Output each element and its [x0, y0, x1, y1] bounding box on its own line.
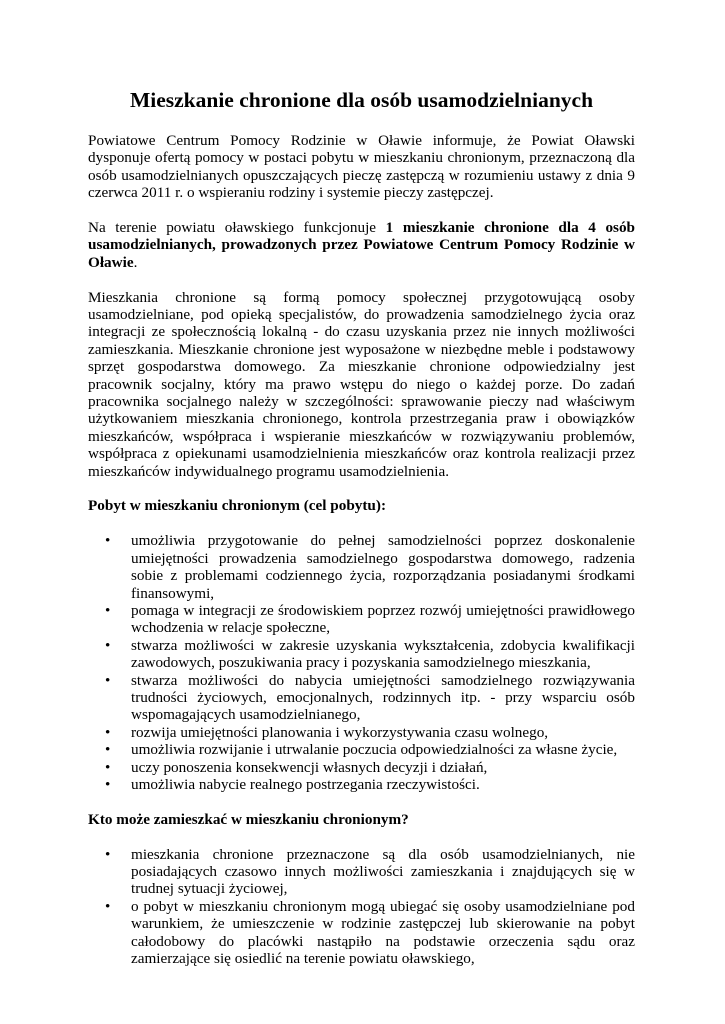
- bullet-icon: •: [105, 532, 111, 550]
- bullet-icon: •: [105, 845, 111, 863]
- bullet-icon: •: [105, 723, 111, 741]
- bullet-icon: •: [105, 775, 111, 793]
- bullet-icon: •: [105, 758, 111, 776]
- bullet-icon: •: [105, 636, 111, 654]
- section-heading-purpose: Pobyt w mieszkaniu chronionym (cel pobytu):: [88, 497, 386, 515]
- list-item: • mieszkania chronione przeznaczone są dla osób usamodzielnianych, nie posiadających czasowo innych możliwości zamieszkania i znajdujących się w trudnej sytuacji życiowej,: [105, 845, 635, 898]
- facility-paragraph: [88, 219, 635, 271]
- list-item: • pomaga w integracji ze środowiskiem poprzez rozwój umiejętności prawidłowego wchodzenia w relacje społeczne,: [105, 601, 635, 637]
- purpose-list: [88, 532, 635, 793]
- list-item: • o pobyt w mieszkaniu chronionym mogą ubiegać się osoby usamodzielniane pod warunkiem, że umieszczenie w rodzinie zastępczej lub skierowanie na pobyt całodobowy do placówki nastąpiło na podstawie orzeczenia sądu oraz zamierzające się osiedlić na terenie powiatu oławskiego,: [105, 897, 635, 967]
- list-item: • stwarza możliwości do nabycia umiejętności samodzielnego rozwiązywania trudności życiowych, emocjonalnych, rodzinnych itp. - przy wsparciu osób wspomagających usamodzielnianego,: [105, 671, 635, 724]
- list-item: • umożliwia przygotowanie do pełnej samodzielności poprzez doskonalenie umiejętności prowadzenia samodzielnego gospodarstwa domowego, radzenia sobie z problemami codziennego życia, rozporządzania posiadanymi środkami finansowymi,: [105, 532, 635, 602]
- intro-paragraph: Powiatowe Centrum Pomocy Rodzinie w Oławie informuje, że Powiat Oławski dysponuje ofertą pomocy w postaci pobytu w mieszkaniu chronionym, przeznaczoną dla osób usamodzielnianych opuszczających pieczę zastępczą w rozumieniu ustawy z dnia 9 czerwca 2011 r. o wspieraniu rodziny i systemie pieczy zastępczej.: [88, 132, 635, 202]
- bullet-icon: •: [105, 671, 111, 689]
- bullet-icon: •: [105, 897, 111, 915]
- list-item: • umożliwia rozwijanie i utrwalanie poczucia odpowiedzialności za własne życie,: [105, 741, 618, 759]
- facility-bold: 1 mieszkanie chronione dla 4 osób usamodzielnianych, prowadzonych przez Powiatowe Centrum Pomocy Rodzinie w Oławie: [88, 219, 635, 271]
- list-item: • stwarza możliwości w zakresie uzyskania wykształcenia, zdobycia kwalifikacji zawodowych, poszukiwania pracy i pozyskania samodzielnego mieszkania,: [105, 636, 635, 672]
- list-item: • rozwija umiejętności planowania i wykorzystywania czasu wolnego,: [105, 723, 549, 741]
- facility-suffix: .: [133, 253, 138, 271]
- list-item: • uczy ponoszenia konsekwencji własnych decyzji i działań,: [105, 758, 488, 776]
- section-heading-eligibility: Kto może zamieszkać w mieszkaniu chronionym?: [88, 810, 409, 828]
- bullet-icon: •: [105, 601, 111, 619]
- bullet-icon: •: [105, 741, 111, 759]
- list-item: • umożliwia nabycie realnego postrzegania rzeczywistości.: [105, 775, 480, 793]
- facility-prefix: Na terenie powiatu oławskiego funkcjonuje: [88, 219, 386, 237]
- eligibility-list: [88, 846, 635, 968]
- document-title: Mieszkanie chronione dla osób usamodzielnianych: [129, 88, 594, 112]
- description-paragraph: Mieszkania chronione są formą pomocy społecznej przygotowującą osoby usamodzielniane, pod opieką specjalistów, do prowadzenia samodzielnego życia oraz integracji ze społecznością lokalną - do czasu uzyskania przez nie innych możliwości zamieszkania. Mieszkanie chronione jest wyposażone w niezbędne meble i podstawowy sprzęt gospodarstwa domowego. Za mieszkanie chronione odpowiedzialny jest pracownik socjalny, który ma prawo wstępu do niego o każdej porze. Do zadań pracownika socjalnego należy w szczególności: sprawowanie pieczy nad właściwym użytkowaniem mieszkania chronionego, kontrola przestrzegania praw i obowiązków mieszkańców, współpraca i wspieranie mieszkańców w rozwiązywaniu problemów, współpraca z opiekunami usamodzielnienia mieszkańców oraz kontrola realizacji przez mieszkańców indywidualnego programu usamodzielnienia.: [88, 288, 635, 480]
